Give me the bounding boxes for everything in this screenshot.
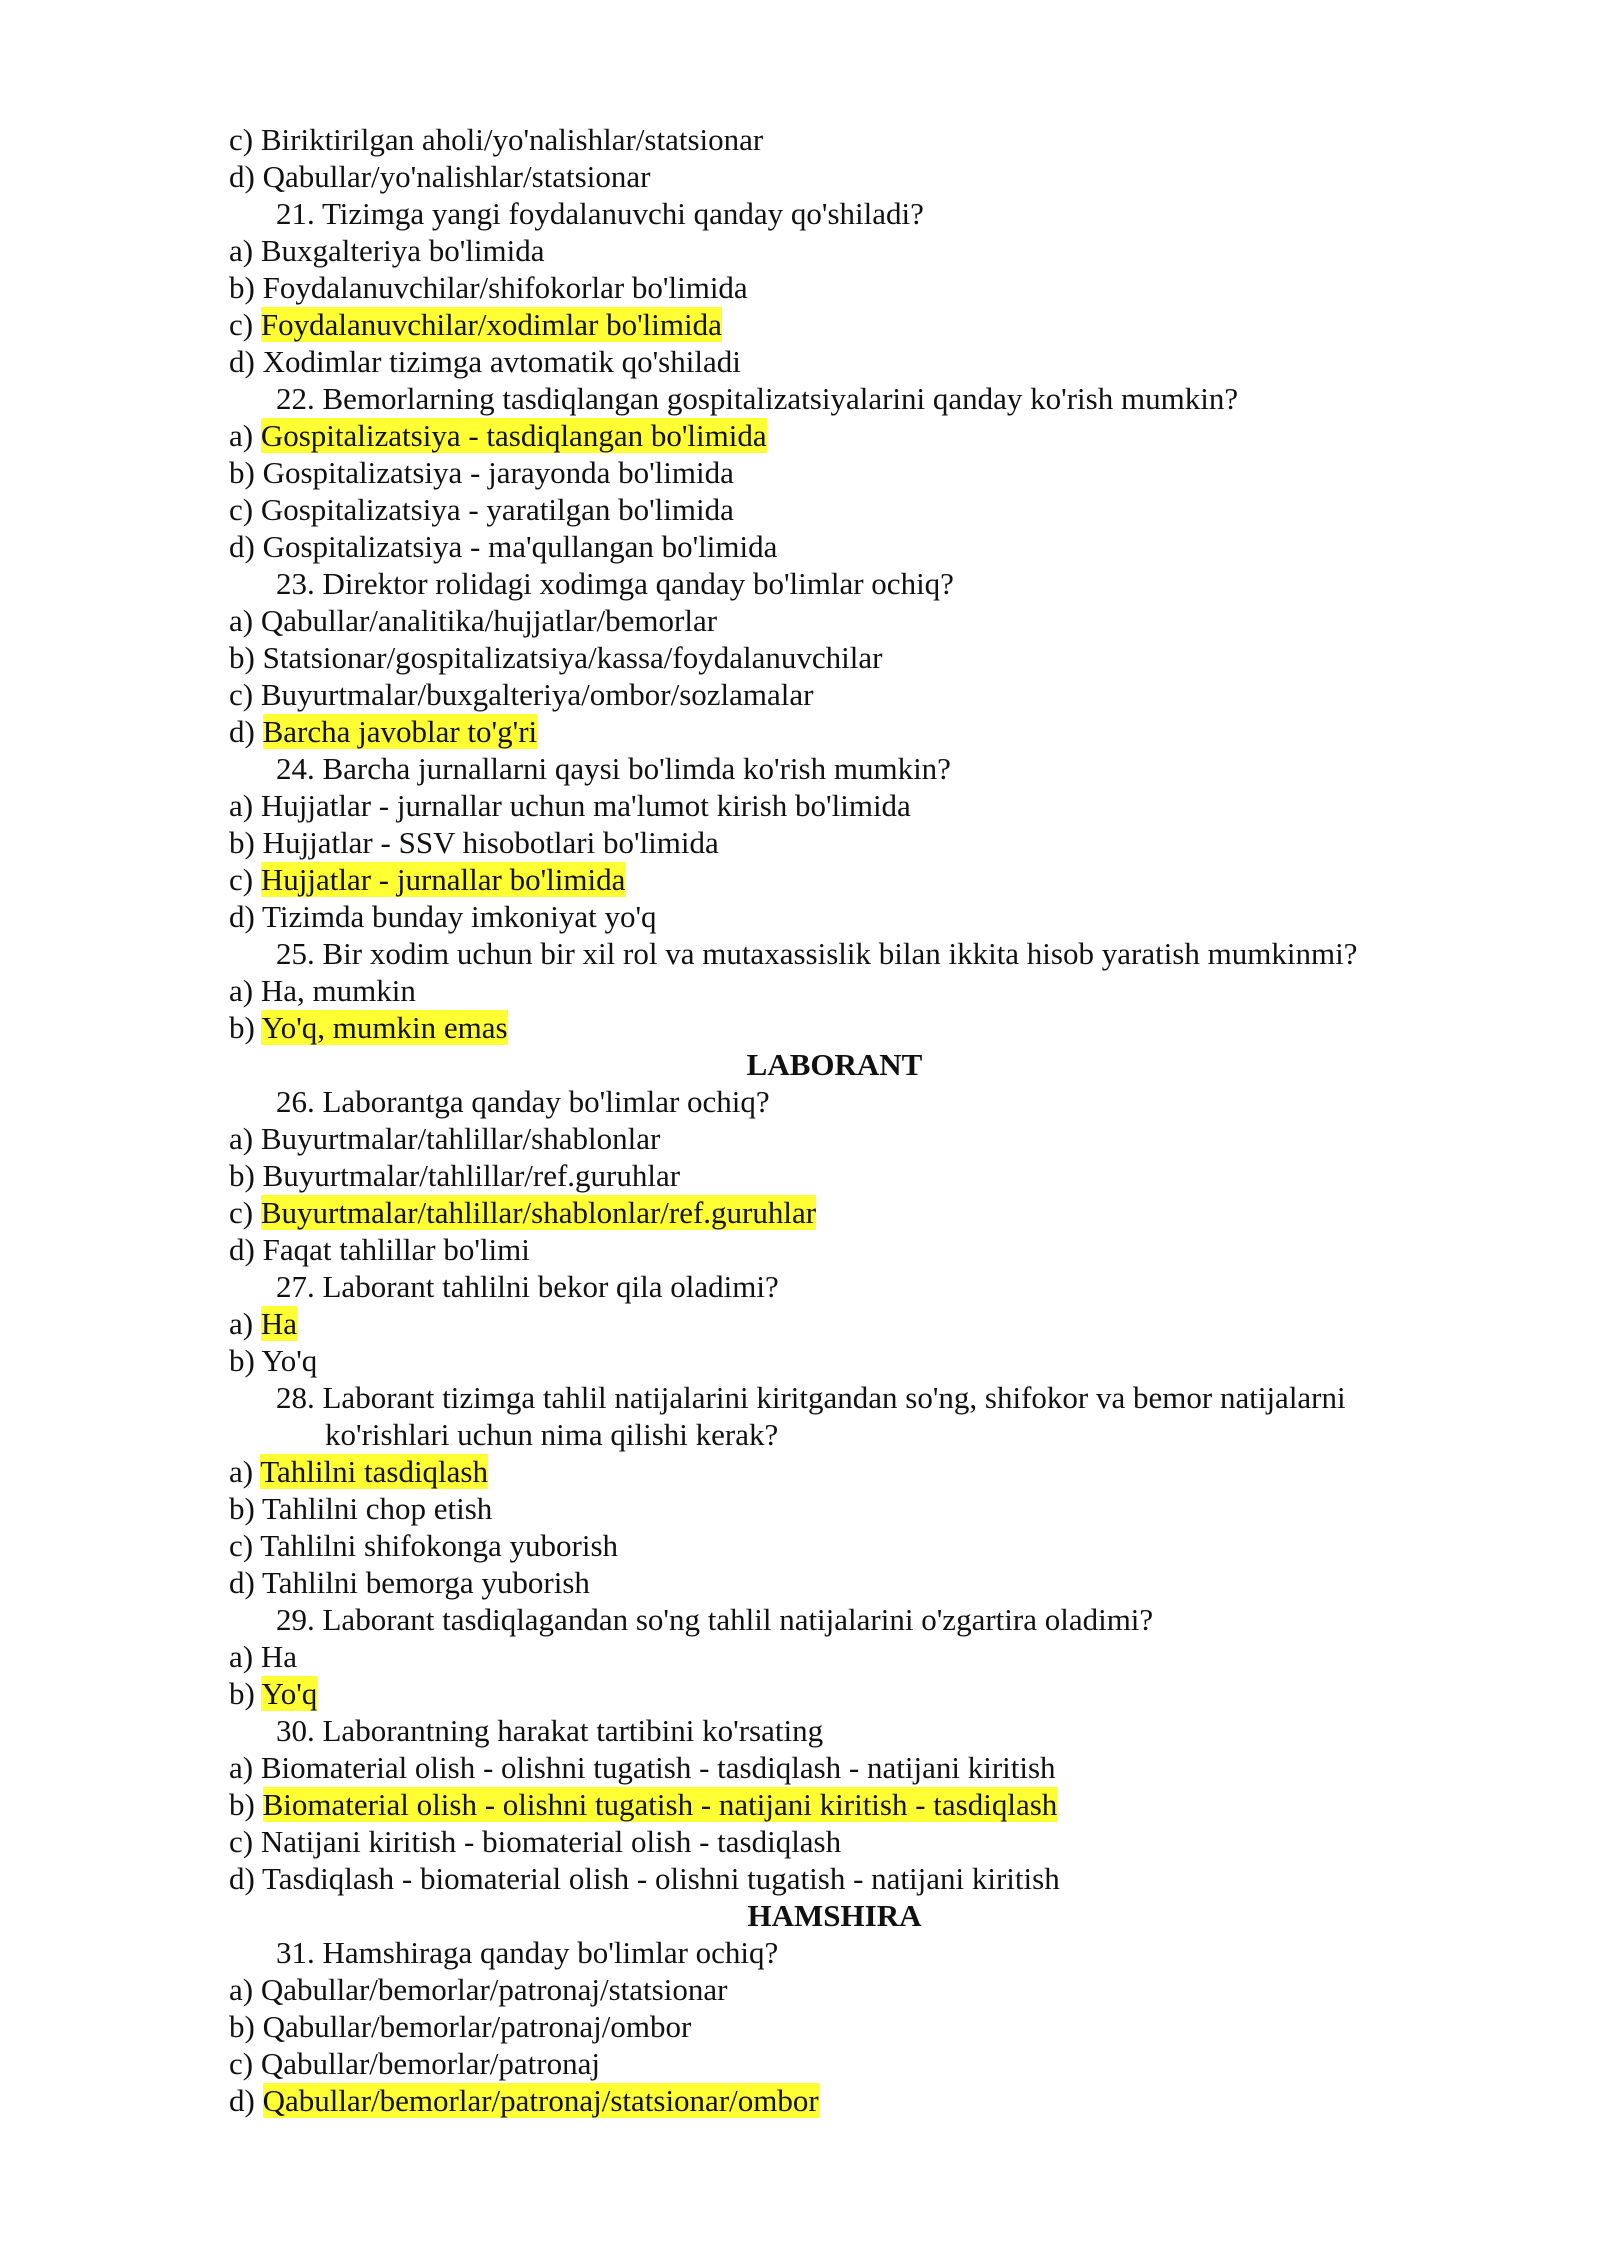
- line-text: Hujjatlar - jurnallar uchun ma'lumot kirish bo'limida: [260, 788, 911, 823]
- line-text: Biriktirilgan aholi/yo'nalishlar/statsionar: [260, 122, 764, 157]
- option-letter: d): [229, 899, 263, 934]
- option-letter: c): [229, 307, 261, 342]
- line-text: Tahlilni shifokonga yuborish: [260, 1528, 619, 1563]
- answer-option-correct: [229, 417, 1440, 454]
- question-line: [229, 195, 1440, 232]
- option-letter: c): [229, 492, 261, 527]
- option-letter: b): [229, 1787, 263, 1822]
- line-text: Ha, mumkin: [260, 973, 416, 1008]
- line-text: HAMSHIRA: [747, 1898, 922, 1933]
- question-line: [229, 1379, 1440, 1416]
- option-letter: c): [229, 1528, 261, 1563]
- option-letter: c): [229, 1195, 261, 1230]
- option-letter: a): [229, 1121, 261, 1156]
- answer-option: [229, 676, 1440, 713]
- answer-option: [229, 1638, 1440, 1675]
- option-letter: c): [229, 677, 261, 712]
- option-letter: b): [229, 270, 263, 305]
- option-letter: b): [229, 1158, 263, 1193]
- line-text: LABORANT: [746, 1047, 923, 1082]
- question-line-continued: [229, 1416, 1440, 1453]
- line-text: Gospitalizatsiya - yaratilgan bo'limida: [260, 492, 734, 527]
- answer-option: [229, 232, 1440, 269]
- answer-option: [229, 491, 1440, 528]
- question-line: [229, 1712, 1440, 1749]
- line-text: Tasdiqlash - biomaterial olish - olishni tugatish - natijani kiritish: [262, 1861, 1060, 1896]
- line-text: Qabullar/bemorlar/patronaj: [260, 2046, 600, 2081]
- line-text: ko'rishlari uchun nima qilishi kerak?: [325, 1417, 779, 1452]
- line-text: 25. Bir xodim uchun bir xil rol va mutaxassislik bilan ikkita hisob yaratish mumkinmi?: [276, 936, 1358, 971]
- line-text: Qabullar/bemorlar/patronaj/ombor: [262, 2009, 692, 2044]
- answer-option: [229, 1120, 1440, 1157]
- answer-option: [229, 1564, 1440, 1601]
- option-letter: c): [229, 862, 261, 897]
- option-letter: c): [229, 122, 261, 157]
- answer-option: [229, 1157, 1440, 1194]
- answer-option-correct: [229, 1453, 1440, 1490]
- answer-option-correct: [229, 306, 1440, 343]
- option-letter: d): [229, 344, 263, 379]
- option-letter: a): [229, 973, 261, 1008]
- line-text: Buxgalteriya bo'limida: [260, 233, 545, 268]
- option-letter: b): [229, 455, 263, 490]
- line-text: 29. Laborant tasdiqlagandan so'ng tahlil natijalarini o'zgartira oladimi?: [276, 1602, 1154, 1637]
- line-text: Buyurtmalar/tahlillar/shablonlar: [260, 1121, 661, 1156]
- line-text: Qabullar/yo'nalishlar/statsionar: [262, 159, 651, 194]
- line-text: Yo'q: [261, 1343, 318, 1378]
- highlighted-answer-text: Buyurtmalar/tahlillar/shablonlar/ref.guruhlar: [260, 1195, 817, 1230]
- answer-option: [229, 343, 1440, 380]
- question-line: [229, 935, 1440, 972]
- line-text: Buyurtmalar/tahlillar/ref.guruhlar: [262, 1158, 681, 1193]
- line-text: Natijani kiritish - biomaterial olish - tasdiqlash: [260, 1824, 842, 1859]
- option-letter: d): [229, 1861, 263, 1896]
- answer-option: [229, 1860, 1440, 1897]
- line-text: Xodimlar tizimga avtomatik qo'shiladi: [262, 344, 741, 379]
- option-letter: b): [229, 1343, 262, 1378]
- line-text: 27. Laborant tahlilni bekor qila oladimi?: [276, 1269, 779, 1304]
- line-text: 28. Laborant tizimga tahlil natijalarini kiritgandan so'ng, shifokor va bemor natijalarni: [276, 1380, 1346, 1415]
- option-letter: a): [229, 603, 261, 638]
- option-letter: b): [229, 1676, 262, 1711]
- answer-option: [229, 1749, 1440, 1786]
- answer-option-correct: [229, 1305, 1440, 1342]
- option-letter: a): [229, 1750, 261, 1785]
- answer-option-correct: [229, 1194, 1440, 1231]
- section-heading: [229, 1046, 1440, 1083]
- option-letter: b): [229, 825, 263, 860]
- option-letter: b): [229, 640, 263, 675]
- line-text: 21. Tizimga yangi foydalanuvchi qanday qo'shiladi?: [276, 196, 924, 231]
- question-line: [229, 565, 1440, 602]
- answer-option-correct: [229, 2082, 1440, 2119]
- line-text: Ha: [260, 1639, 297, 1674]
- highlighted-answer-text: Barcha javoblar to'g'ri: [262, 714, 538, 749]
- line-text: Gospitalizatsiya - ma'qullangan bo'limida: [262, 529, 778, 564]
- answer-option: [229, 121, 1440, 158]
- option-letter: a): [229, 1306, 261, 1341]
- line-text: Hujjatlar - SSV hisobotlari bo'limida: [262, 825, 719, 860]
- section-heading: [229, 1897, 1440, 1934]
- option-letter: a): [229, 1639, 261, 1674]
- option-letter: d): [229, 1565, 263, 1600]
- answer-option: [229, 1342, 1440, 1379]
- line-text: Tizimda bunday imkoniyat yo'q: [262, 899, 657, 934]
- option-letter: c): [229, 2046, 261, 2081]
- line-text: Tahlilni bemorga yuborish: [262, 1565, 590, 1600]
- question-line: [229, 1601, 1440, 1638]
- option-letter: b): [229, 1010, 262, 1045]
- highlighted-answer-text: Gospitalizatsiya - tasdiqlangan bo'limida: [260, 418, 767, 453]
- line-text: 22. Bemorlarning tasdiqlangan gospitalizatsiyalarini qanday ko'rish mumkin?: [276, 381, 1239, 416]
- answer-option: [229, 158, 1440, 195]
- answer-option: [229, 602, 1440, 639]
- answer-option-correct: [229, 861, 1440, 898]
- option-letter: b): [229, 1491, 263, 1526]
- answer-option: [229, 1971, 1440, 2008]
- answer-option: [229, 269, 1440, 306]
- highlighted-answer-text: Yo'q: [261, 1676, 318, 1711]
- question-line: [229, 380, 1440, 417]
- line-text: Faqat tahlillar bo'limi: [262, 1232, 530, 1267]
- line-text: Qabullar/bemorlar/patronaj/statsionar: [260, 1972, 728, 2007]
- answer-option: [229, 1490, 1440, 1527]
- answer-option: [229, 639, 1440, 676]
- answer-option: [229, 454, 1440, 491]
- option-letter: c): [229, 1824, 261, 1859]
- line-text: Buyurtmalar/buxgalteriya/ombor/sozlamalar: [260, 677, 814, 712]
- answer-option: [229, 2045, 1440, 2082]
- answer-option: [229, 824, 1440, 861]
- line-text: 23. Direktor rolidagi xodimga qanday bo'limlar ochiq?: [276, 566, 954, 601]
- option-letter: a): [229, 788, 261, 823]
- line-text: 30. Laborantning harakat tartibini ko'rsating: [276, 1713, 824, 1748]
- answer-option: [229, 1823, 1440, 1860]
- line-text: Biomaterial olish - olishni tugatish - tasdiqlash - natijani kiritish: [260, 1750, 1056, 1785]
- line-text: Tahlilni chop etish: [262, 1491, 493, 1526]
- question-line: [229, 750, 1440, 787]
- answer-option-correct: [229, 1009, 1440, 1046]
- option-letter: d): [229, 714, 263, 749]
- option-letter: d): [229, 529, 263, 564]
- highlighted-answer-text: Foydalanuvchilar/xodimlar bo'limida: [260, 307, 722, 342]
- highlighted-answer-text: Yo'q, mumkin emas: [261, 1010, 508, 1045]
- question-line: [229, 1083, 1440, 1120]
- line-text: Qabullar/analitika/hujjatlar/bemorlar: [260, 603, 718, 638]
- option-letter: b): [229, 2009, 263, 2044]
- answer-option: [229, 2008, 1440, 2045]
- line-text: 31. Hamshiraga qanday bo'limlar ochiq?: [276, 1935, 779, 1970]
- highlighted-answer-text: Hujjatlar - jurnallar bo'limida: [260, 862, 626, 897]
- answer-option: [229, 972, 1440, 1009]
- highlighted-answer-text: Ha: [260, 1306, 297, 1341]
- answer-option-correct: [229, 1786, 1440, 1823]
- line-text: Statsionar/gospitalizatsiya/kassa/foydalanuvchilar: [262, 640, 883, 675]
- line-text: Gospitalizatsiya - jarayonda bo'limida: [262, 455, 734, 490]
- line-text: Foydalanuvchilar/shifokorlar bo'limida: [262, 270, 748, 305]
- option-letter: a): [229, 418, 261, 453]
- option-letter: d): [229, 2083, 263, 2118]
- answer-option-correct: [229, 713, 1440, 750]
- answer-option: [229, 1527, 1440, 1564]
- answer-option: [229, 1231, 1440, 1268]
- answer-option: [229, 528, 1440, 565]
- question-line: [229, 1934, 1440, 1971]
- option-letter: d): [229, 159, 263, 194]
- line-text: 26. Laborantga qanday bo'limlar ochiq?: [276, 1084, 770, 1119]
- line-text: 24. Barcha jurnallarni qaysi bo'limda ko'rish mumkin?: [276, 751, 951, 786]
- question-line: [229, 1268, 1440, 1305]
- option-letter: d): [229, 1232, 263, 1267]
- highlighted-answer-text: Tahlilni tasdiqlash: [260, 1454, 488, 1489]
- option-letter: a): [229, 1454, 261, 1489]
- highlighted-answer-text: Biomaterial olish - olishni tugatish - natijani kiritish - tasdiqlash: [262, 1787, 1058, 1822]
- option-letter: a): [229, 233, 261, 268]
- option-letter: a): [229, 1972, 261, 2007]
- highlighted-answer-text: Qabullar/bemorlar/patronaj/statsionar/ombor: [262, 2083, 819, 2118]
- answer-option: [229, 787, 1440, 824]
- answer-option: [229, 898, 1440, 935]
- answer-option-correct: [229, 1675, 1440, 1712]
